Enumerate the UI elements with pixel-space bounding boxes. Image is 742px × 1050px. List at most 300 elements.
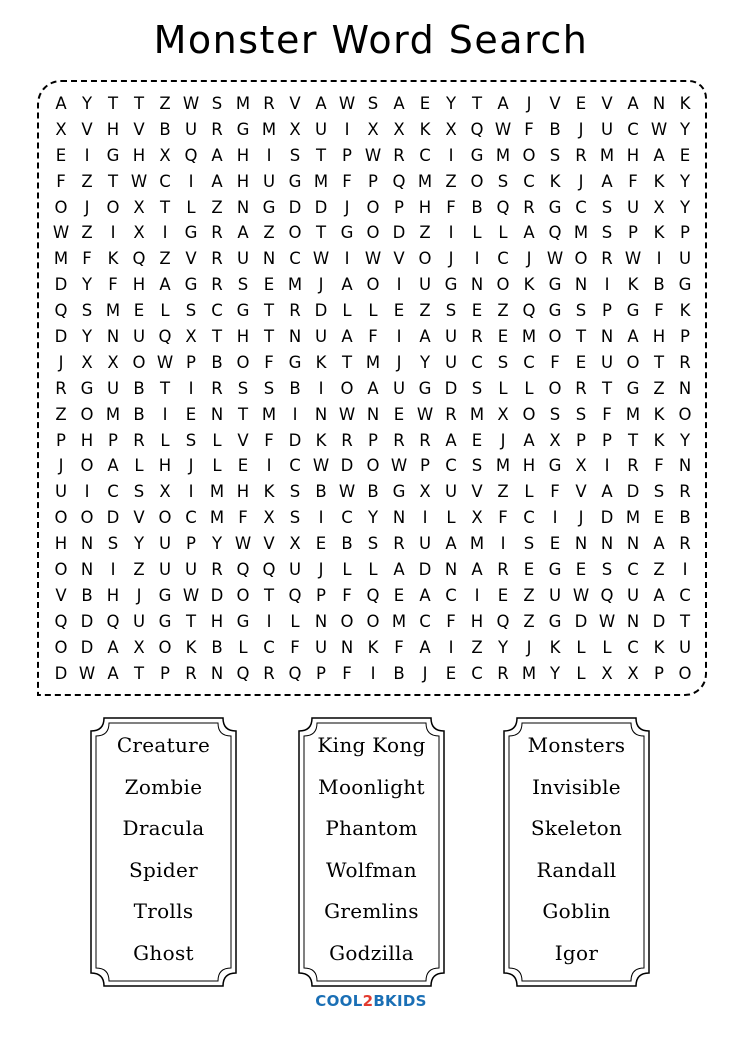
grid-letter: R <box>627 456 639 476</box>
grid-letter: C <box>263 637 275 657</box>
grid-letter: E <box>471 301 483 321</box>
grid-letter: U <box>392 378 406 398</box>
grid-letter: O <box>132 352 146 372</box>
grid-row <box>48 246 698 272</box>
grid-letter: L <box>472 223 482 243</box>
grid-letter: R <box>393 430 405 450</box>
grid-letter: H <box>158 456 172 476</box>
grid-letter: J <box>188 456 194 476</box>
grid-letter: X <box>471 508 483 528</box>
grid-letter: M <box>625 508 641 528</box>
grid-letter: Z <box>497 482 509 502</box>
grid-letter: O <box>678 663 692 683</box>
grid-letter: S <box>211 94 223 113</box>
grid-letter: N <box>444 560 458 580</box>
grid-letter: Q <box>288 663 302 683</box>
grid-letter: E <box>679 145 691 165</box>
grid-letter: G <box>548 560 562 580</box>
word-list-item: Monsters <box>527 733 626 757</box>
grid-letter: Q <box>132 249 146 269</box>
grid-letter: E <box>471 430 483 450</box>
grid-letter: J <box>396 352 402 372</box>
grid-letter: L <box>524 378 534 398</box>
grid-letter: W <box>494 119 512 139</box>
grid-letter: R <box>497 560 509 580</box>
grid-letter: Z <box>653 560 665 580</box>
grid-letter: N <box>600 534 614 554</box>
grid-letter: W <box>650 119 668 139</box>
grid-letter: P <box>368 171 378 191</box>
grid-letter: C <box>575 197 587 217</box>
grid-letter: T <box>107 94 119 113</box>
grid-letter: K <box>419 119 431 139</box>
grid-letter: R <box>211 119 223 139</box>
word-list-item: Skeleton <box>530 816 623 841</box>
grid-letter: U <box>262 171 276 191</box>
grid-letter: O <box>366 611 380 631</box>
grid-letter: N <box>106 327 120 347</box>
grid-letter: A <box>653 145 665 165</box>
word-list-item: Gremlins <box>324 899 419 924</box>
grid-letter: H <box>522 456 536 476</box>
grid-letter: P <box>628 223 638 243</box>
grid-letter: G <box>626 301 640 321</box>
grid-letter: B <box>315 482 327 502</box>
grid-row <box>48 350 698 376</box>
grid-letter: X <box>133 637 145 657</box>
grid-letter: Y <box>679 197 691 217</box>
grid-letter: V <box>393 249 405 269</box>
grid-letter: N <box>470 275 484 295</box>
grid-letter: P <box>160 663 170 683</box>
grid-letter: T <box>627 430 639 450</box>
grid-letter: N <box>600 327 614 347</box>
grid-letter: Q <box>184 145 198 165</box>
grid-letter: B <box>133 378 145 398</box>
grid-letter: U <box>626 197 640 217</box>
grid-letter: Y <box>81 275 93 295</box>
word-list-item: Zombie <box>124 774 203 799</box>
grid-letter: E <box>575 560 587 580</box>
grid-letter: F <box>654 301 664 321</box>
grid-letter: Z <box>445 171 457 191</box>
grid-letter: U <box>132 611 146 631</box>
grid-letter: X <box>185 327 197 347</box>
grid-letter: P <box>186 352 196 372</box>
grid-letter: A <box>419 585 431 605</box>
grid-row <box>48 402 698 428</box>
grid-letter: C <box>107 482 119 502</box>
grid-letter: W <box>156 352 174 372</box>
grid-letter: W <box>78 663 96 683</box>
grid-letter: P <box>316 663 326 683</box>
grid-letter: O <box>678 404 692 424</box>
grid-letter: R <box>55 378 67 398</box>
grid-letter: A <box>211 171 223 191</box>
grid-letter: N <box>236 197 250 217</box>
grid-letter: H <box>132 145 146 165</box>
grid-letter: I <box>162 223 168 243</box>
word-list-item: Creature <box>116 733 211 757</box>
word-list-item: Ghost <box>133 940 194 965</box>
grid-letter: V <box>575 482 587 502</box>
grid-letter: O <box>80 456 94 476</box>
grid-letter: E <box>263 275 275 295</box>
grid-letter: I <box>292 404 298 424</box>
grid-letter: I <box>552 508 558 528</box>
grid-letter: M <box>105 301 121 321</box>
grid-letter: F <box>290 637 300 657</box>
grid-letter: I <box>344 119 350 139</box>
grid-letter: H <box>80 430 94 450</box>
grid-letter: N <box>80 560 94 580</box>
grid-letter: C <box>523 352 535 372</box>
grid-letter: U <box>678 249 692 269</box>
grid-letter: I <box>448 637 454 657</box>
grid-letter: I <box>474 249 480 269</box>
grid-letter: O <box>574 249 588 269</box>
grid-letter: H <box>236 327 250 347</box>
grid-letter: J <box>84 197 90 217</box>
grid-letter: Z <box>471 637 483 657</box>
grid-letter: L <box>602 637 612 657</box>
grid-letter: L <box>342 560 352 580</box>
grid-letter: J <box>58 456 64 476</box>
grid-row <box>48 661 698 687</box>
grid-letter: I <box>396 275 402 295</box>
grid-letter: O <box>366 275 380 295</box>
grid-letter: V <box>185 249 197 269</box>
grid-letter: U <box>418 534 432 554</box>
grid-letter: R <box>471 327 483 347</box>
grid-letter: Z <box>159 94 171 113</box>
grid-letter: H <box>236 171 250 191</box>
grid-letter: S <box>367 534 379 554</box>
grid-letter: I <box>188 482 194 502</box>
word-list-item: Spider <box>129 857 198 882</box>
grid-letter: S <box>185 301 197 321</box>
grid-letter: Q <box>236 663 250 683</box>
grid-letter: Q <box>496 197 510 217</box>
grid-letter: N <box>288 327 302 347</box>
grid-letter: F <box>264 352 274 372</box>
grid-letter: R <box>211 560 223 580</box>
grid-letter: U <box>106 378 120 398</box>
grid-letter: K <box>653 404 665 424</box>
grid-letter: C <box>523 171 535 191</box>
grid-letter: L <box>160 430 170 450</box>
grid-letter: T <box>185 611 197 631</box>
grid-letter: G <box>236 119 250 139</box>
grid-letter: G <box>392 482 406 502</box>
grid-letter: H <box>106 119 120 139</box>
grid-letter: I <box>110 560 116 580</box>
grid-letter: E <box>575 94 587 113</box>
grid-letter: D <box>288 197 302 217</box>
grid-letter: T <box>315 223 327 243</box>
grid-letter: T <box>133 94 145 113</box>
grid-letter: O <box>54 508 68 528</box>
grid-letter: C <box>445 585 457 605</box>
grid-letter: C <box>471 663 483 683</box>
grid-letter: S <box>471 378 483 398</box>
grid-letter: E <box>393 404 405 424</box>
grid-letter: B <box>653 275 665 295</box>
grid-letter: C <box>289 249 301 269</box>
word-list-item: Igor <box>554 940 599 965</box>
grid-letter: D <box>80 611 94 631</box>
grid-letter: V <box>133 508 145 528</box>
grid-letter: F <box>82 249 92 269</box>
grid-row <box>48 609 698 635</box>
grid-letter: N <box>678 378 692 398</box>
grid-letter: R <box>575 145 587 165</box>
grid-letter: B <box>211 352 223 372</box>
grid-letter: M <box>391 611 407 631</box>
grid-letter: G <box>184 275 198 295</box>
grid-letter: K <box>367 637 379 657</box>
grid-letter: S <box>575 404 587 424</box>
grid-letter: O <box>366 197 380 217</box>
grid-letter: U <box>444 327 458 347</box>
grid-letter: G <box>184 223 198 243</box>
grid-letter: S <box>289 508 301 528</box>
grid-letter: F <box>628 171 638 191</box>
grid-letter: T <box>133 663 145 683</box>
grid-letter: U <box>288 560 302 580</box>
grid-letter: G <box>548 456 562 476</box>
grid-letter: U <box>314 119 328 139</box>
grid-letter: S <box>237 275 249 295</box>
grid-letter: Y <box>81 94 93 113</box>
grid-letter: X <box>133 223 145 243</box>
grid-letter: L <box>134 456 144 476</box>
grid-letter: P <box>602 430 612 450</box>
grid-letter: U <box>548 585 562 605</box>
grid-letter: M <box>53 249 69 269</box>
grid-letter: U <box>444 482 458 502</box>
grid-letter: R <box>133 430 145 450</box>
grid-letter: X <box>601 663 613 683</box>
grid-letter: D <box>314 197 328 217</box>
grid-letter: W <box>130 171 148 191</box>
grid-letter: E <box>55 145 67 165</box>
grid-letter: H <box>106 585 120 605</box>
word-list-item: Godzilla <box>329 940 414 965</box>
grid-letter: X <box>263 508 275 528</box>
grid-letter: Z <box>133 560 145 580</box>
grid-letter: V <box>601 94 613 113</box>
grid-letter: S <box>575 301 587 321</box>
grid-letter: R <box>341 430 353 450</box>
grid-letter: L <box>446 508 456 528</box>
grid-letter: Q <box>522 301 536 321</box>
grid-letter: Y <box>81 327 93 347</box>
grid-letter: K <box>679 301 691 321</box>
grid-letter: C <box>471 352 483 372</box>
word-list-card-3 <box>503 717 650 987</box>
grid-letter: R <box>679 352 691 372</box>
grid-letter: M <box>209 508 225 528</box>
grid-letter: Y <box>679 119 691 139</box>
grid-letter: W <box>52 223 70 243</box>
grid-letter: P <box>420 456 430 476</box>
grid-letter: G <box>340 223 354 243</box>
grid-letter: I <box>604 456 610 476</box>
grid-row <box>48 169 698 195</box>
grid-letter: B <box>211 637 223 657</box>
grid-letter: C <box>627 637 639 657</box>
grid-letter: S <box>549 404 561 424</box>
grid-letter: D <box>574 611 588 631</box>
grid-letter: P <box>56 430 66 450</box>
grid-letter: R <box>419 430 431 450</box>
grid-letter: L <box>212 456 222 476</box>
grid-letter: F <box>550 482 560 502</box>
grid-letter: O <box>626 352 640 372</box>
grid-letter: Z <box>497 301 509 321</box>
word-list-card-1 <box>90 717 237 987</box>
grid-letter: M <box>495 145 511 165</box>
grid-letter: T <box>575 327 587 347</box>
grid-letter: A <box>627 94 639 113</box>
grid-letter: R <box>497 663 509 683</box>
grid-letter: G <box>548 275 562 295</box>
grid-letter: R <box>211 275 223 295</box>
grid-letter: W <box>182 94 200 113</box>
grid-letter: D <box>444 378 458 398</box>
grid-letter: D <box>54 663 68 683</box>
grid-letter: S <box>263 378 275 398</box>
grid-letter: W <box>364 145 382 165</box>
word-list-card-2 <box>298 717 445 987</box>
grid-letter: G <box>548 611 562 631</box>
grid-letter: Z <box>419 223 431 243</box>
grid-letter: O <box>548 327 562 347</box>
grid-letter: T <box>107 171 119 191</box>
grid-letter: O <box>236 352 250 372</box>
grid-letter: F <box>446 611 456 631</box>
grid-letter: Q <box>236 560 250 580</box>
grid-letter: A <box>445 430 457 450</box>
grid-letter: F <box>264 430 274 450</box>
grid-letter: X <box>549 430 561 450</box>
grid-letter: X <box>419 482 431 502</box>
grid-letter: Q <box>54 301 68 321</box>
grid-row <box>48 195 698 221</box>
grid-letter: R <box>211 223 223 243</box>
grid-letter: R <box>393 534 405 554</box>
grid-letter: F <box>56 171 66 191</box>
grid-letter: I <box>110 223 116 243</box>
grid-letter: R <box>263 663 275 683</box>
grid-letter: I <box>656 249 662 269</box>
grid-row <box>48 143 698 169</box>
grid-letter: E <box>315 534 327 554</box>
grid-letter: Y <box>419 352 431 372</box>
grid-letter: G <box>262 197 276 217</box>
grid-letter: D <box>54 275 68 295</box>
grid-letter: G <box>288 352 302 372</box>
grid-letter: A <box>159 275 171 295</box>
grid-letter: D <box>340 456 354 476</box>
grid-letter: Q <box>106 611 120 631</box>
grid-letter: I <box>474 585 480 605</box>
grid-letter: R <box>601 249 613 269</box>
grid-letter: I <box>344 249 350 269</box>
grid-letter: B <box>679 508 691 528</box>
grid-letter: E <box>445 663 457 683</box>
grid-letter: D <box>626 482 640 502</box>
grid-letter: K <box>315 352 327 372</box>
grid-letter: Q <box>470 119 484 139</box>
grid-letter: I <box>84 482 90 502</box>
grid-row <box>48 220 698 246</box>
grid-letter: I <box>266 611 272 631</box>
grid-letter: T <box>211 327 223 347</box>
grid-letter: L <box>498 378 508 398</box>
cool2bkids-logo: COOL2BKIDS <box>315 992 427 1010</box>
grid-letter: N <box>210 404 224 424</box>
grid-letter: J <box>448 249 454 269</box>
grid-letter: N <box>314 404 328 424</box>
grid-letter: A <box>445 534 457 554</box>
grid-letter: A <box>653 585 665 605</box>
grid-letter: Y <box>445 94 457 113</box>
grid-row <box>48 583 698 609</box>
grid-letter: S <box>185 430 197 450</box>
grid-letter: Y <box>549 663 561 683</box>
grid-letter: X <box>445 119 457 139</box>
grid-letter: T <box>263 301 275 321</box>
word-list-item: Trolls <box>133 899 194 924</box>
grid-letter: C <box>211 301 223 321</box>
grid-letter: M <box>209 482 225 502</box>
grid-letter: M <box>573 223 589 243</box>
grid-letter: S <box>107 534 119 554</box>
grid-letter: Y <box>497 637 509 657</box>
grid-letter: J <box>318 560 324 580</box>
grid-row <box>48 117 698 143</box>
grid-letter: H <box>210 611 224 631</box>
grid-letter: F <box>602 404 612 424</box>
grid-letter: J <box>58 352 64 372</box>
grid-letter: Q <box>366 585 380 605</box>
grid-letter: O <box>80 404 94 424</box>
grid-letter: O <box>548 378 562 398</box>
grid-letter: K <box>315 430 327 450</box>
grid-letter: R <box>211 378 223 398</box>
grid-letter: I <box>318 508 324 528</box>
grid-letter: P <box>186 534 196 554</box>
grid-letter: A <box>497 94 509 113</box>
grid-letter: K <box>653 223 665 243</box>
grid-letter: S <box>81 301 93 321</box>
grid-letter: A <box>367 378 379 398</box>
grid-letter: N <box>340 637 354 657</box>
grid-letter: M <box>365 352 381 372</box>
grid-letter: S <box>601 223 613 243</box>
grid-letter: H <box>652 327 666 347</box>
grid-letter: O <box>418 249 432 269</box>
grid-letter: E <box>393 585 405 605</box>
grid-letter: T <box>679 611 691 631</box>
grid-letter: W <box>390 456 408 476</box>
grid-letter: O <box>522 145 536 165</box>
grid-letter: U <box>314 327 328 347</box>
grid-letter: K <box>185 637 197 657</box>
grid-letter: C <box>419 611 431 631</box>
